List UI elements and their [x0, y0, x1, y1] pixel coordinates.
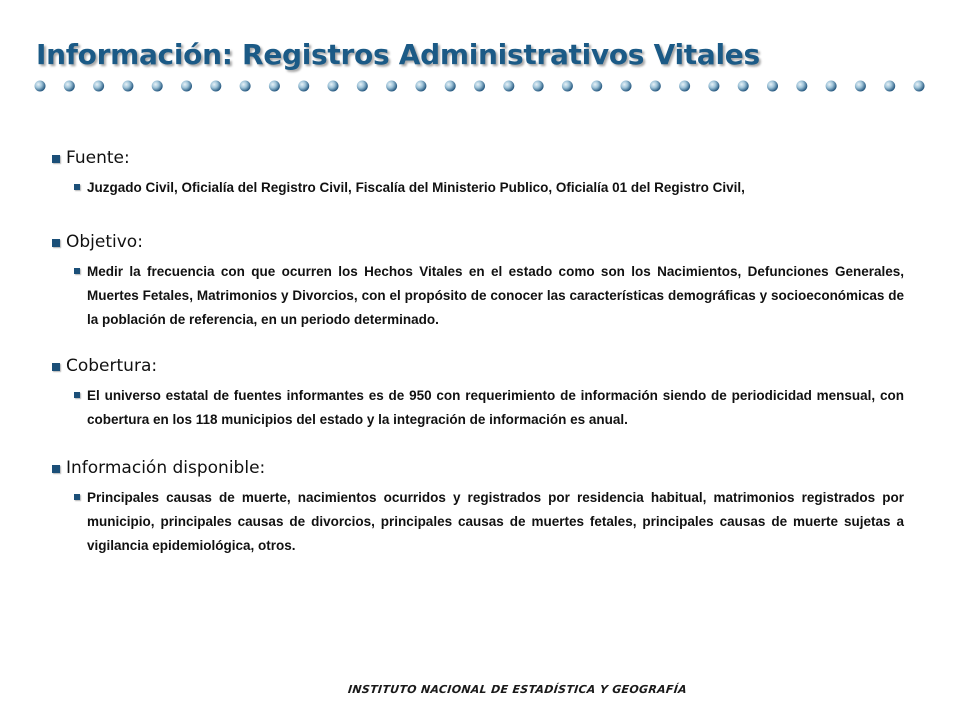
decorative-dot [240, 81, 251, 92]
bullet-square-small [74, 494, 80, 500]
footer-institution: INSTITUTO NACIONAL DE ESTADÍSTICA Y GEOGRAFÍA [347, 683, 688, 696]
section-text: Juzgado Civil, Oficialía del Registro Civil, Fiscalía del Ministerio Publico, Oficialía 01 del Registro Civil, [87, 180, 745, 195]
decorative-dot [328, 81, 339, 92]
section-heading: Objetivo: [66, 232, 143, 252]
decorative-dot [562, 81, 573, 92]
section-heading: Cobertura: [66, 356, 158, 376]
bullet-square [52, 465, 60, 473]
page-title: Información: Registros Administrativos Vitales [36, 38, 760, 71]
decorative-dot [386, 81, 397, 92]
bullet-square-small [74, 184, 80, 190]
bullet-square-small [74, 392, 80, 398]
decorative-dot [357, 81, 368, 92]
bullet-square [52, 239, 60, 247]
decorative-dot [503, 81, 514, 92]
decorative-dot [533, 81, 544, 92]
decorative-dot-row [32, 74, 932, 98]
decorative-dot [35, 81, 46, 92]
decorative-dot [591, 81, 602, 92]
decorative-dot [738, 81, 749, 92]
decorative-dot [64, 81, 75, 92]
decorative-dot [884, 81, 895, 92]
decorative-dot [181, 81, 192, 92]
section-text: Principales causas de muerte, nacimientos ocurridos y registrados por residencia habitual, matrimonios registrados por municipio, principales causas de divorcios, principales causas de muertes fetales, principales causas de muerte sujetas a vigilancia epidemiológica, otros. [87, 490, 904, 553]
decorative-dot [298, 81, 309, 92]
bullet-square-small [74, 268, 80, 274]
decorative-dot [122, 81, 133, 92]
decorative-dot [855, 81, 866, 92]
decorative-dot [415, 81, 426, 92]
bullet-square [52, 363, 60, 371]
section-text: Medir la frecuencia con que ocurren los Hechos Vitales en el estado como son los Nacimientos, Defunciones Generales, Muertes Fetales, Matrimonios y Divorcios, con el propósito de conocer las características demográficas y socioeconómicas de la población de referencia, en un periodo determinado. [87, 264, 904, 327]
decorative-dot [914, 81, 925, 92]
decorative-dot [767, 81, 778, 92]
decorative-dot [210, 81, 221, 92]
decorative-dot [796, 81, 807, 92]
decorative-dot [826, 81, 837, 92]
decorative-dot [679, 81, 690, 92]
decorative-dot [152, 81, 163, 92]
decorative-dot [269, 81, 280, 92]
decorative-dot [445, 81, 456, 92]
bullet-square [52, 155, 60, 163]
section-heading: Información disponible: [66, 458, 266, 478]
decorative-dot [93, 81, 104, 92]
decorative-dot [474, 81, 485, 92]
section-heading: Fuente: [66, 148, 130, 168]
decorative-dot [650, 81, 661, 92]
decorative-dot [621, 81, 632, 92]
section-text: El universo estatal de fuentes informantes es de 950 con requerimiento de información siendo de periodicidad mensual, con cobertura en los 118 municipios del estado y la integración de información es anual. [87, 388, 904, 427]
decorative-dot [708, 81, 719, 92]
